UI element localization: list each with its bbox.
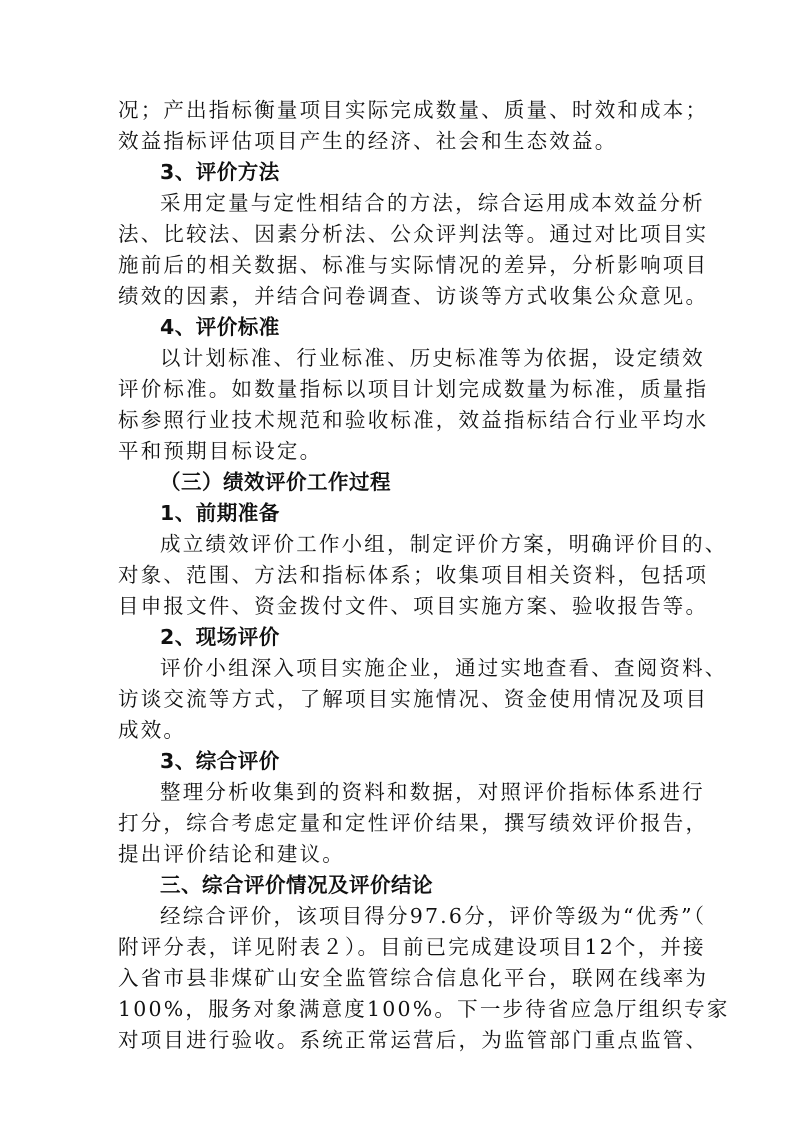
body-text-line: 评价小组深入项目实施企业，通过实地查看、查阅资料、 [160, 656, 728, 680]
body-text-line: 整理分析收集到的资料和数据，对照评价指标体系进行 [160, 780, 705, 804]
subsection-heading: （三）绩效评价工作过程 [160, 470, 391, 494]
body-text-line: 以计划标准、行业标准、历史标准等为依据，设定绩效 [160, 346, 705, 370]
body-text-line: 绩效的因素，并结合问卷调查、访谈等方式收集公众意见。 [118, 284, 709, 308]
body-text-line: 入省市县非煤矿山安全监管综合信息化平台，联网在线率为 [118, 966, 709, 990]
body-text-line: 评价标准。如数量指标以项目计划完成数量为标准，质量指 [118, 377, 709, 401]
body-text-line: 成立绩效评价工作小组，制定评价方案，明确评价目的、 [160, 532, 728, 556]
body-text-line: 况；产出指标衡量项目实际完成数量、质量、时效和成本； [118, 98, 709, 122]
section-heading: 3、综合评价 [160, 749, 280, 773]
body-text-line: 法、比较法、因素分析法、公众评判法等。通过对比项目实 [118, 222, 709, 246]
body-text-line: 附评分表，详见附表２）。目前已完成建设项目12个，并接 [118, 935, 706, 959]
body-text-line: 对项目进行验收。系统正常运营后，为监管部门重点监管、 [118, 1028, 709, 1052]
body-text-line: 提出评价结论和建议。 [118, 842, 345, 866]
body-text-line: 目申报文件、资金拨付文件、项目实施方案、验收报告等。 [118, 594, 709, 618]
body-text-line: 100%，服务对象满意度100%。下一步待省应急厅组织专家 [118, 997, 730, 1021]
body-text-line: 成效。 [118, 718, 187, 742]
body-text-line: 平和预期目标设定。 [118, 439, 323, 463]
chapter-heading: 三、综合评价情况及评价结论 [160, 873, 433, 897]
body-text-line: 标参照行业技术规范和验收标准，效益指标结合行业平均水 [118, 408, 709, 432]
section-heading: 2、现场评价 [160, 625, 280, 649]
body-text-line: 经综合评价，该项目得分97.6分，评价等级为“优秀”（ [160, 904, 707, 928]
body-text-line: 访谈交流等方式，了解项目实施情况、资金使用情况及项目 [118, 687, 709, 711]
section-heading: 1、前期准备 [160, 501, 280, 525]
body-text-line: 效益指标评估项目产生的经济、社会和生态效益。 [118, 129, 618, 153]
section-heading: 4、评价标准 [160, 315, 280, 339]
body-text-line: 施前后的相关数据、标准与实际情况的差异，分析影响项目 [118, 253, 709, 277]
body-text-line: 对象、范围、方法和指标体系；收集项目相关资料，包括项 [118, 563, 709, 587]
body-text-line: 打分，综合考虑定量和定性评价结果，撰写绩效评价报告， [118, 811, 709, 835]
section-heading: 3、评价方法 [160, 160, 280, 184]
body-text-line: 采用定量与定性相结合的方法，综合运用成本效益分析 [160, 191, 705, 215]
